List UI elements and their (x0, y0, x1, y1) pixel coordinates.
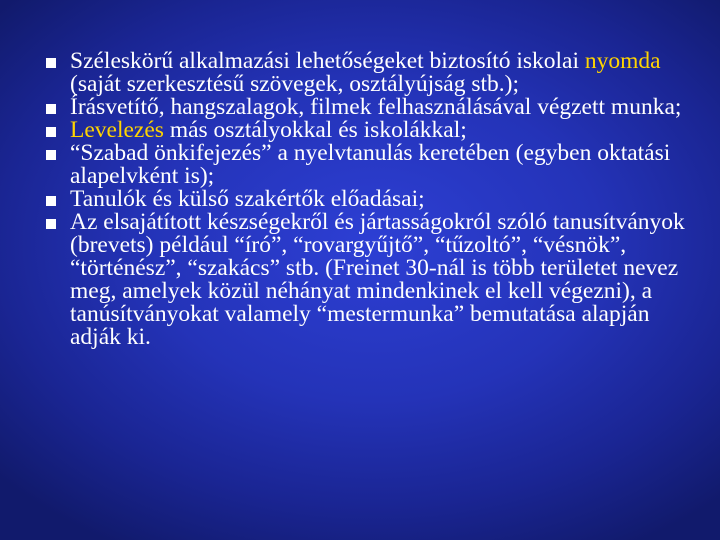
bullet-text-part: “Szabad önkifejezés” a nyelvtanulás keretében (egyben oktatási alapelvként is); (70, 140, 671, 189)
square-bullet-icon (46, 219, 56, 229)
bullet-item (46, 211, 692, 349)
bullet-text (70, 188, 692, 211)
bullet-item (46, 50, 692, 96)
bullet-text-part: Széleskörű alkalmazási lehetőségeket biztosító iskolai (70, 48, 585, 74)
bullet-text-part: Írásvetítő, hangszalagok, filmek felhasználásával végzett munka; (70, 94, 682, 120)
bullet-text (70, 96, 692, 119)
bullet-text (70, 119, 692, 142)
square-bullet-icon (46, 127, 56, 137)
bullet-text (70, 50, 692, 96)
bullet-text-highlight: Levelezés (70, 117, 164, 143)
bullet-text (70, 211, 692, 349)
bullet-text-part: (saját szerkesztésű szövegek, osztályújság stb.); (70, 71, 519, 97)
square-bullet-icon (46, 104, 56, 114)
bullet-item (46, 119, 692, 142)
bullet-item (46, 96, 692, 119)
bullet-item (46, 142, 692, 188)
bullet-item (46, 188, 692, 211)
square-bullet-icon (46, 196, 56, 206)
bullet-text-part: Tanulók és külső szakértők előadásai; (70, 186, 425, 212)
square-bullet-icon (46, 58, 56, 68)
bullet-text-part: Az elsajátított készségekről és jártasságokról szóló tanusítványok (brevets) például “író”, “rovargyűjtő”, “tűzoltó”, “vésnök”, “történész”, “szakács” stb. (Freinet 30-nál is több területet nevez meg, amelyek közül néhányat mindenkinek el kell végezni), a tanúsítványokat valamely “mestermunka” bemutatása alapján adják ki. (70, 209, 685, 350)
bullet-text-highlight: nyomda (584, 48, 661, 74)
bullet-list (46, 50, 692, 349)
square-bullet-icon (46, 150, 56, 160)
bullet-text-part: más osztályokkal és iskolákkal; (163, 117, 467, 143)
bullet-text (70, 142, 692, 188)
